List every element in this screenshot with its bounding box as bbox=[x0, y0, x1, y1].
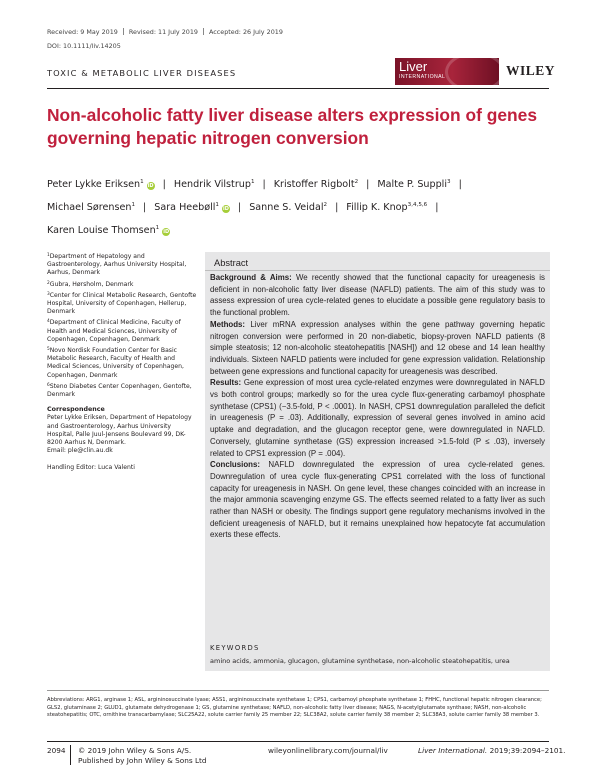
orcid-icon[interactable]: iD bbox=[163, 229, 170, 235]
abstract-section bbox=[210, 459, 545, 541]
footer-divider bbox=[70, 745, 71, 765]
affiliation-marker: 4 bbox=[47, 319, 50, 325]
article-dates bbox=[47, 28, 283, 36]
author-affiliation-marker: 3,4,5,6 bbox=[407, 202, 428, 208]
author[interactable] bbox=[154, 202, 230, 213]
author[interactable] bbox=[249, 202, 327, 213]
article-title: Non-alcoholic fatty liver disease alters expression of genes governing hepatic nitrogen conversion bbox=[47, 105, 538, 148]
received-date: Received: 9 May 2019 bbox=[47, 28, 118, 36]
author-affiliation-marker: 3 bbox=[447, 179, 451, 185]
affiliation-marker: 3 bbox=[47, 291, 50, 297]
logo-swirl-decoration bbox=[445, 58, 499, 85]
affiliation bbox=[47, 280, 197, 289]
date-divider bbox=[123, 28, 124, 35]
affiliation-text: Department of Hepatology and Gastroenterology, Aarhus University Hospital, Aarhus, Denmark bbox=[47, 253, 187, 277]
abstract-section-text: We recently showed that the functional capacity for ureagenesis is deficient in non-alcoholic fatty liver disease (NAFLD) patients. The aim of this study was to assess expression of urea cycle-related genes to elucidate a possible gene regulatory basis to the functional problem. bbox=[210, 273, 545, 318]
abstract-rule bbox=[205, 270, 550, 271]
correspondence-heading: Correspondence bbox=[47, 406, 105, 414]
author-separator: | bbox=[335, 202, 339, 213]
author-name: Malte P. Suppli bbox=[377, 179, 447, 190]
author-separator: | bbox=[143, 202, 147, 213]
author-name: Hendrik Vilstrup bbox=[173, 179, 251, 190]
affiliations-column bbox=[47, 252, 197, 473]
author[interactable] bbox=[174, 179, 255, 190]
author-separator: | bbox=[262, 179, 266, 190]
author-name: Fillip K. Knop bbox=[346, 202, 408, 213]
publisher-logo: WILEY bbox=[506, 63, 556, 78]
affiliation-text: Center for Clinical Metabolic Research, Gentofte Hospital, University of Copenhagen, Hellerup, Denmark bbox=[47, 291, 197, 316]
abstract-section bbox=[210, 377, 545, 459]
abstract-section-text: Gene expression of most urea cycle-related enzymes were downregulated in NAFLD vs both control groups; markedly so for the urea cycle flux-generating carbamoyl phosphate synthetase (CPS1) (−3.5-fold, P < .0001). In NASH, CPS1 downregulation paralleled the deficit in ureagenesis (P = .03). Additionally, expression of several genes involved in amino acid uptake and degradation, and the glucagon receptor gene, were downregulated in NAFLD. Conversely, glutamine synthetase (GS) expression increased >1.5-fold (P ≤ .03), inversely related to CPS1 expression (P = .004). bbox=[210, 378, 545, 458]
affiliation-marker: 2 bbox=[47, 280, 50, 286]
affiliation bbox=[47, 346, 197, 380]
author-affiliation-marker: 1 bbox=[155, 225, 160, 231]
keywords: amino acids, ammonia, glucagon, glutamine synthetase, non-alcoholic steatohepatitis, urea bbox=[210, 657, 510, 665]
accepted-date: Accepted: 26 July 2019 bbox=[208, 28, 283, 36]
journal-logo-subtitle: INTERNATIONAL bbox=[399, 74, 446, 80]
author-affiliation-marker: 1 bbox=[131, 202, 136, 208]
author[interactable] bbox=[47, 179, 155, 190]
page-number: 2094 bbox=[47, 746, 66, 755]
section-label: TOXIC & METABOLIC LIVER DISEASES bbox=[47, 68, 237, 78]
author-affiliation-marker: 1 bbox=[250, 179, 255, 185]
author-separator: | bbox=[435, 202, 439, 213]
author-name: Peter Lykke Eriksen bbox=[47, 179, 141, 190]
author[interactable] bbox=[47, 225, 170, 236]
header-rule bbox=[47, 88, 549, 89]
copyright-line-1: © 2019 John Wiley & Sons A/S. bbox=[78, 746, 192, 755]
author-affiliation-marker: 2 bbox=[323, 202, 328, 208]
author-name: Karen Louise Thomsen bbox=[47, 225, 156, 236]
copyright-line-2: Published by John Wiley & Sons Ltd bbox=[78, 756, 207, 765]
revised-date: Revised: 11 July 2019 bbox=[128, 28, 198, 36]
abbreviations-rule bbox=[47, 690, 549, 691]
author[interactable] bbox=[346, 202, 427, 213]
orcid-icon[interactable]: iD bbox=[223, 206, 229, 212]
keywords-heading: KEYWORDS bbox=[210, 644, 260, 652]
journal-url[interactable]: wileyonlinelibrary.com/journal/liv bbox=[268, 746, 388, 755]
abstract-section-text: NAFLD downregulated the expression of urea cycle-related genes. Downregulation of urea cycle flux-generating CPS1 correlated with the loss of functional capacity for ureagenesis in NASH. On gene level, these changes coincided with an increase in the major ammonia scavenging enzyme GS. The effects seemed related to a fatty liver as such rather than NASH or obesity. The findings support gene regulatory mechanisms involved in the deficient ureagenesis of NAFLD, but it remains unexplained how hepatocyte fat accumulation exerts these effects. bbox=[210, 460, 545, 540]
copyright bbox=[78, 746, 207, 766]
author-name: Sanne S. Veidal bbox=[249, 202, 324, 213]
affiliation-text: Novo Nordisk Foundation Center for Basic Metabolic Research, Faculty of Health and Medical Sciences, University of Copenhagen, Copenhagen, Denmark bbox=[47, 347, 184, 379]
author-name: Sara Heebøll bbox=[154, 202, 216, 213]
author-separator: | bbox=[162, 179, 166, 190]
affiliation-list bbox=[47, 252, 197, 399]
author-separator: | bbox=[366, 179, 370, 190]
correspondence-text: Peter Lykke Eriksen, Department of Hepatology and Gastroenterology, Aarhus University Hospital, Palle Juul-Jensens Boulevard 99, DK-8200 Aarhus N, Denmark. bbox=[47, 414, 192, 447]
abstract-section bbox=[210, 272, 545, 319]
author-separator: | bbox=[237, 202, 242, 213]
abstract-section-label: Methods: bbox=[210, 319, 246, 329]
correspondence-email[interactable]: Email: ple@clin.au.dk bbox=[47, 447, 113, 455]
abstract-section-text: Liver mRNA expression analyses within the gene pathway governing hepatic nitrogen conversion were performed in 20 non-diabetic, biopsy-proven NAFLD patients (8 simple steatosis; 12 non-alcoholic steatohepatitis [NASH]) and 12 obese and 14 lean healthy individuals. Sixteen NAFLD patients were included for gene expression validation. Relationship between gene expressions and functional capacity for ureagenesis was described. bbox=[210, 319, 545, 376]
author-affiliation-marker: 1 bbox=[215, 202, 219, 208]
author[interactable] bbox=[377, 179, 450, 190]
date-divider bbox=[203, 28, 204, 35]
handling-editor: Handling Editor: Luca Valenti bbox=[47, 464, 136, 472]
journal-name: Liver International. bbox=[418, 746, 488, 755]
footer-rule bbox=[47, 741, 549, 742]
affiliation bbox=[47, 382, 197, 399]
affiliation-marker: 1 bbox=[47, 253, 50, 258]
abbreviations: Abbreviations: ARG1, arginase 1; ASL, argininosuccinate lyase; ASS1, argininosuccinate synthetase 1; CPS1, carbamoyl phosphate synthetase 1; FHHC, functional hepatic nitrogen clearance; GLS2, glutaminase 2; GLUD1, glutamate dehydrogenase 1; GS, glutamine synthetase; NAFLD, non-alcoholic fatty liver disease; NAGS, N-acetylglutamate synthase; NASH, non-alcoholic steatohepatitis; OTC, ornithine transcarbamylase; SLC25A22, solute carrier family 25 member 22; SLC38A2, solute carrier family 38 member 2; SLC38A3, solute carrier family 38 member 3. bbox=[47, 697, 542, 719]
abstract-section-label: Conclusions: bbox=[210, 460, 260, 470]
abstract-section bbox=[210, 319, 545, 378]
author-name: Kristoffer Rigbolt bbox=[273, 179, 355, 190]
affiliation bbox=[47, 291, 197, 317]
abstract-body bbox=[210, 272, 545, 541]
orcid-icon[interactable]: iD bbox=[147, 183, 154, 189]
author-affiliation-marker: 2 bbox=[354, 179, 359, 185]
author-affiliation-marker: 1 bbox=[140, 179, 144, 185]
affiliation bbox=[47, 252, 197, 278]
author-name: Michael Sørensen bbox=[47, 202, 132, 213]
affiliation-text: Steno Diabetes Center Copenhagen, Gentofte, Denmark bbox=[47, 382, 192, 399]
doi[interactable]: DOI: 10.1111/liv.14205 bbox=[47, 42, 121, 50]
author[interactable] bbox=[47, 202, 135, 213]
author[interactable] bbox=[274, 179, 358, 190]
affiliation-text: Gubra, Hørsholm, Denmark bbox=[49, 280, 134, 288]
author-list bbox=[47, 172, 547, 241]
journal-logo-title: Liver bbox=[399, 59, 428, 74]
affiliation bbox=[47, 318, 197, 344]
citation-volume-pages: 2019;39:2094–2101. bbox=[489, 746, 566, 755]
affiliation-text: Department of Clinical Medicine, Faculty of Health and Medical Sciences, University of Copenhagen, Copenhagen, Denmark bbox=[47, 319, 181, 343]
citation bbox=[418, 746, 565, 755]
journal-logo bbox=[395, 58, 499, 85]
affiliation-marker: 6 bbox=[47, 382, 50, 388]
author-separator: | bbox=[458, 179, 462, 190]
abstract-section-label: Results: bbox=[210, 378, 242, 388]
affiliation-marker: 5 bbox=[47, 347, 50, 353]
abstract-heading: Abstract bbox=[214, 258, 249, 268]
abstract-section-label: Background & Aims: bbox=[210, 273, 292, 282]
